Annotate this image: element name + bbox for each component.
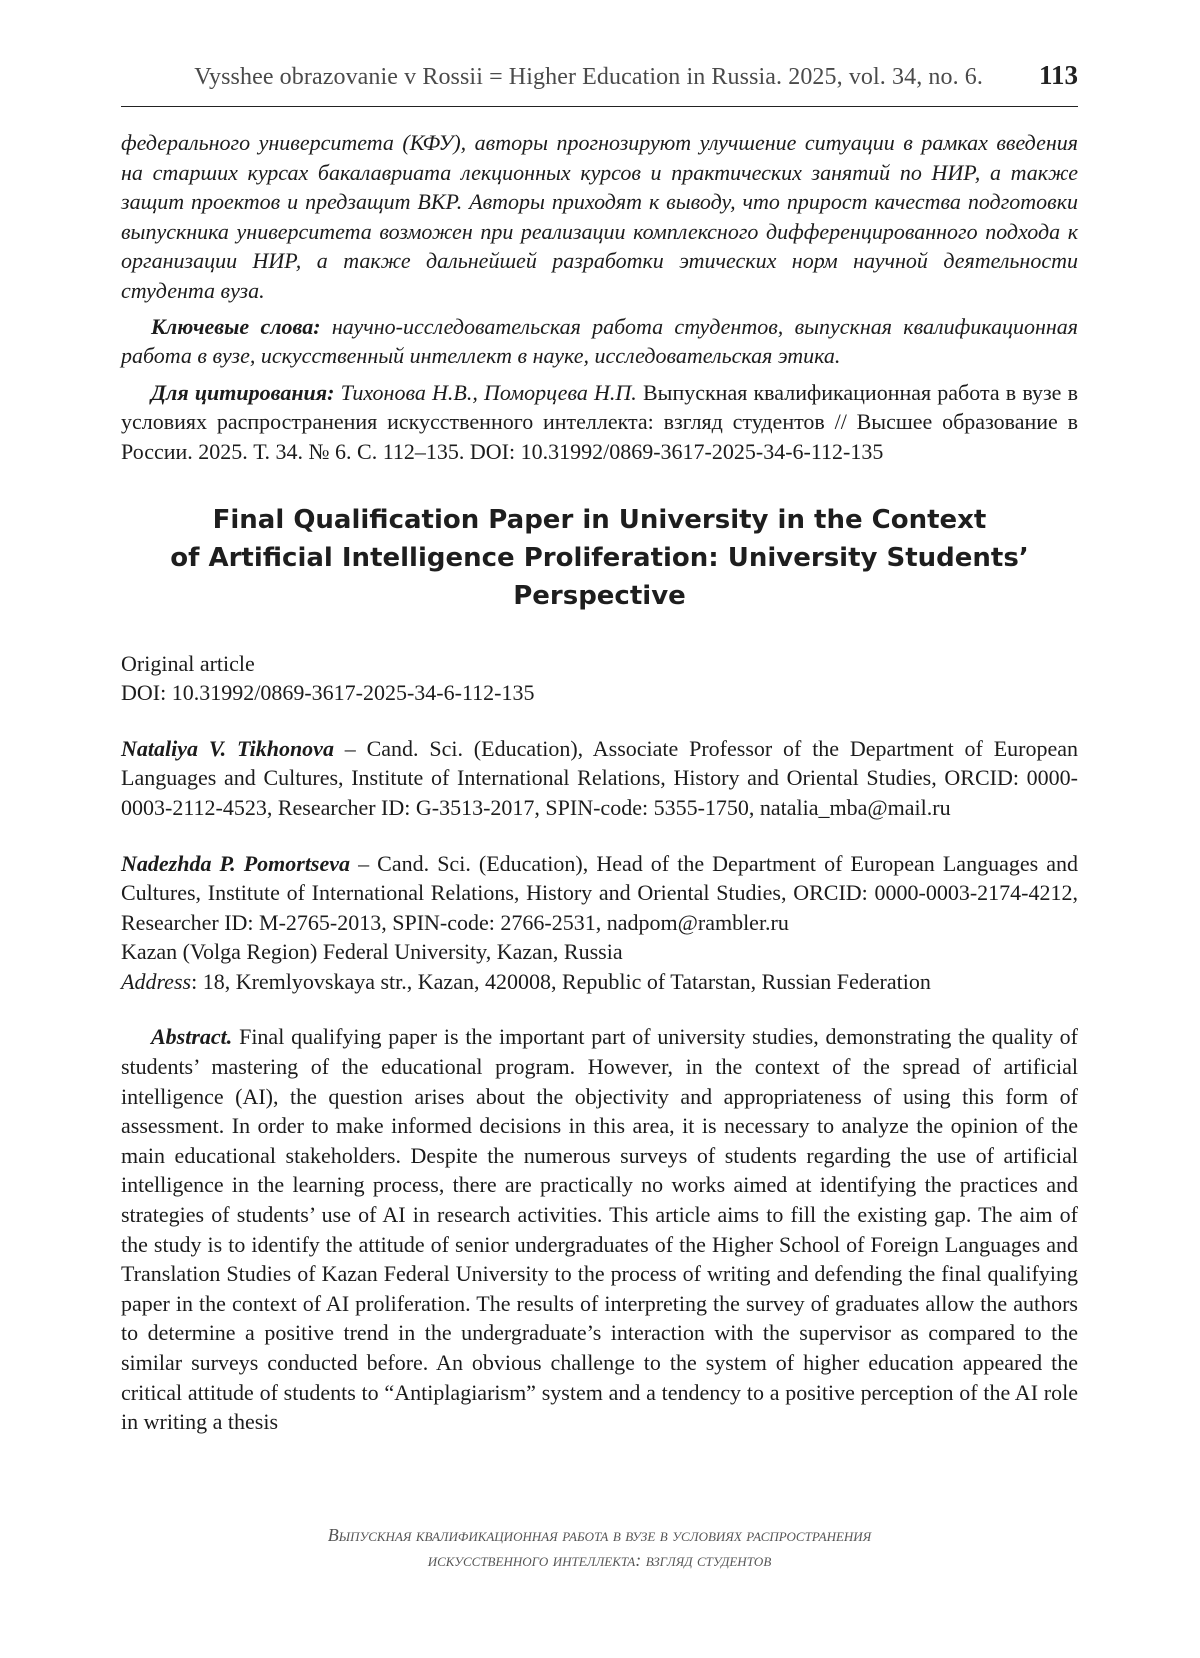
author-info [121,849,1078,938]
article-type: Original article [121,650,255,676]
article-doi: DOI: 10.31992/0869-3617-2025-34-6-112-135 [121,680,535,706]
russian-keywords-text: научно-исследовательская работа студентов, выпускная квалификационная работа в вузе, искусственный интеллект в науке, исследовательская этика. [121,313,1079,369]
article-title-line: Final Qualification Paper in University in the Context [212,504,987,535]
address [121,967,1078,997]
address-text: : 18, Kremlyovskaya str., Kazan, 420008, Republic of Tatarstan, Russian Federation [191,968,931,994]
russian-citation-text: Выпускная квалификационная работа в вузе в условиях распространения искусственного интеллекта: взгляд студентов // Высшее образование в России. 2025. Т. 34. № 6. С. 112–135. DOI: 10.31992/0869-3617-2025-34-6-112-135 [121,379,1079,464]
running-header [121,56,1078,107]
running-footer [121,1523,1078,1573]
author-details: – Cand. Sci. (Education), Associate Professor of the Department of European Languages and Cultures, Institute of International Relations, History and Oriental Studies, ORCID: 0000-0003-2112-4523, Researcher ID: G-3513-2017, SPIN-code: 5355-1750, natalia_mba@mail.ru [121,735,1079,820]
english-abstract [121,1022,1078,1436]
journal-citation-header: Vysshee obrazovanie v Rossii = Higher Education in Russia. 2025, vol. 34, no. 6. [194,64,983,90]
footer-title-line: Выпускная квалификационная работа в вузе в условиях распространения [327,1525,872,1545]
author-name: Nataliya V. Tikhonova [121,735,334,761]
address-label: Address [121,968,192,994]
russian-citation [121,378,1078,467]
author-info [121,734,1078,823]
russian-keywords [121,312,1078,371]
russian-keywords-label: Ключевые слова: [151,313,321,339]
affiliation-block [121,937,1078,996]
footer-title-line: искусственного интеллекта: взгляд студентов [427,1550,772,1570]
author-name: Nadezhda P. Pomortseva [121,850,351,876]
abstract-text: Final qualifying paper is the important part of university studies, demonstrating the quality of students’ mastering of the educational program. However, in the context of the spread of artificial intelligence (AI), the question arises about the objectivity and appropriateness of using this form of assessment. In order to make informed decisions in this area, it is necessary to analyze the opinion of the main educational stakeholders. Despite the numerous surveys of students regarding the use of artificial intelligence in the learning process, there are practically no works aimed at identifying the practices and strategies of students’ use of AI in research activities. This article aims to fill the existing gap. The aim of the study is to identify the attitude of senior undergraduates of the Higher School of Foreign Languages and Translation Studies of Kazan Federal University to the process of writing and defending the final qualifying paper in the context of AI proliferation. The results of interpreting the survey of graduates allow the authors to determine a positive trend in the undergraduate’s interaction with the supervisor as compared to the similar surveys conducted before. An obvious challenge to the system of higher education appeared the critical attitude of students to “Antiplagiarism” system and a tendency to a positive perception of the AI role in writing a thesis [121,1024,1079,1435]
russian-abstract-continued: федерального университета (КФУ), авторы прогнозируют улучшение ситуации в рамках введения на старших курсах бакалавриата лекционных курсов и практических занятий по НИР, а также защит проектов и предзащит ВКР. Авторы приходят к выводу, что прирост качества подготовки выпускника университета возможен при реализации комплексного дифференцированного подхода к организации НИР, а также дальнейшей разработки этических норм научной деятельности студента вуза. [121,130,1078,303]
author-details: – Cand. Sci. (Education), Head of the Department of European Languages and Cultures, Institute of International Relations, History and Oriental Studies, ORCID: 0000-0003-2174-4212, Researcher ID: M-2765-2013, SPIN-code: 2766-2531, nadpom@rambler.ru [121,850,1078,935]
article-title-line: of Artificial Intelligence Proliferation: University Students’ [170,542,1029,573]
abstract-label: Abstract. [151,1024,233,1050]
article-meta [121,649,1078,708]
page-number: 113 [1038,60,1078,90]
article-title [150,501,1050,615]
russian-citation-authors: Тихонова Н.В., Поморцева Н.П. [340,379,637,405]
article-title-line: Perspective [513,580,686,611]
affiliation: Kazan (Volga Region) Federal University, Kazan, Russia [121,939,623,965]
russian-citation-label: Для цитирования: [151,379,335,405]
article-body [121,128,1078,1437]
